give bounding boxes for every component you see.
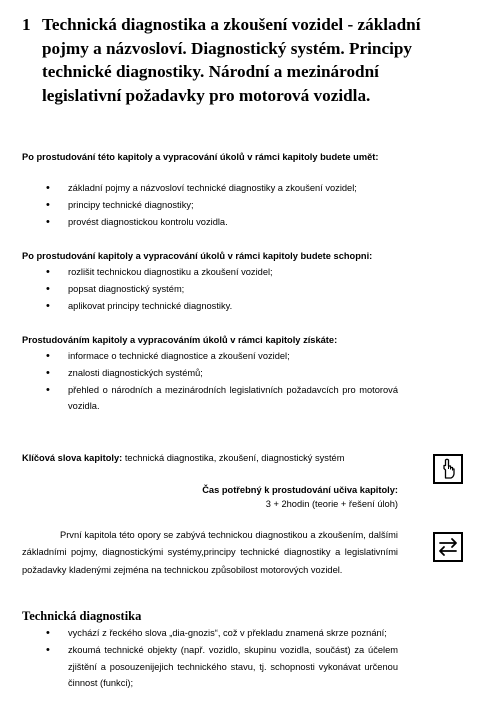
study-time-value: 3 + 2hodin (teorie + řešení úloh) (265, 498, 398, 509)
list-item: • informace o technické diagnostice a zkoušení vozidel; (46, 348, 398, 365)
list-item: • popsat diagnostický systém; (46, 281, 398, 298)
section-list-ziskate (46, 348, 398, 415)
list-item: • základní pojmy a názvosloví technické diagnostiky a zkoušení vozidel; (46, 180, 398, 197)
study-time-label: Čas potřebný k prostudování učiva kapitoly: (202, 485, 398, 495)
section-heading-umet: Po prostudování této kapitoly a vypracování úkolů v rámci kapitoly budete umět: (22, 152, 379, 162)
list-item: • rozlišit technickou diagnostiku a zkoušení vozidel; (46, 264, 398, 281)
list-item: • znalosti diagnostických systémů; (46, 365, 398, 382)
keywords-line (22, 451, 344, 465)
study-time (202, 484, 398, 511)
section-heading-ziskate: Prostudováním kapitoly a vypracováním úkolů v rámci kapitoly získáte: (22, 335, 338, 345)
list-item: • vychází z řeckého slova „dia-gnozis“, což v překladu znamená skrze poznání; (46, 625, 398, 642)
list-item: • přehled o národních a mezinárodních legislativních požadavcích pro motorová vozidla. (46, 382, 398, 416)
subsection-heading: Technická diagnostika (22, 609, 142, 623)
list-item: • zkoumá technické objekty (např. vozidlo, skupinu vozidla, součást) za účelem zjištění a posouzenijejich technického stavu, tj. schopnosti vykonávat určenou činnost (funkci); (46, 642, 398, 692)
keywords-label: Klíčová slova kapitoly: (22, 453, 123, 463)
section-list-umet (46, 180, 398, 230)
intro-paragraph: První kapitola této opory se zabývá technickou diagnostikou a zkoušením, dalšími základními pojmy, diagnostickými systémy,principy technické diagnostiky a legislativními požadavky kladenými zejména na technickou způsobilost motorových vozidel. (22, 530, 398, 575)
list-item: • provést diagnostickou kontrolu vozidla. (46, 214, 398, 231)
list-item: • principy technické diagnostiky; (46, 197, 398, 214)
keywords-text: technická diagnostika, zkoušení, diagnostický systém (122, 453, 345, 463)
section-list-schopni (46, 264, 398, 314)
swap-arrows-icon (433, 532, 463, 562)
chapter-title: Technická diagnostika a zkoušení vozidel - základní pojmy a názvosloví. Diagnostický systém. Principy technické diagnostiky. Národní a mezinárodní legislativní požadavky pro motorová vozidla. (42, 15, 421, 105)
pointing-hand-icon (433, 454, 463, 484)
section-heading-schopni: Po prostudování kapitoly a vypracování úkolů v rámci kapitoly budete schopni: (22, 251, 373, 261)
chapter-number: 1 (22, 15, 31, 34)
chapter-heading (22, 13, 422, 107)
list-item: • aplikovat principy technické diagnostiky. (46, 298, 398, 315)
subsection-list (46, 625, 398, 692)
